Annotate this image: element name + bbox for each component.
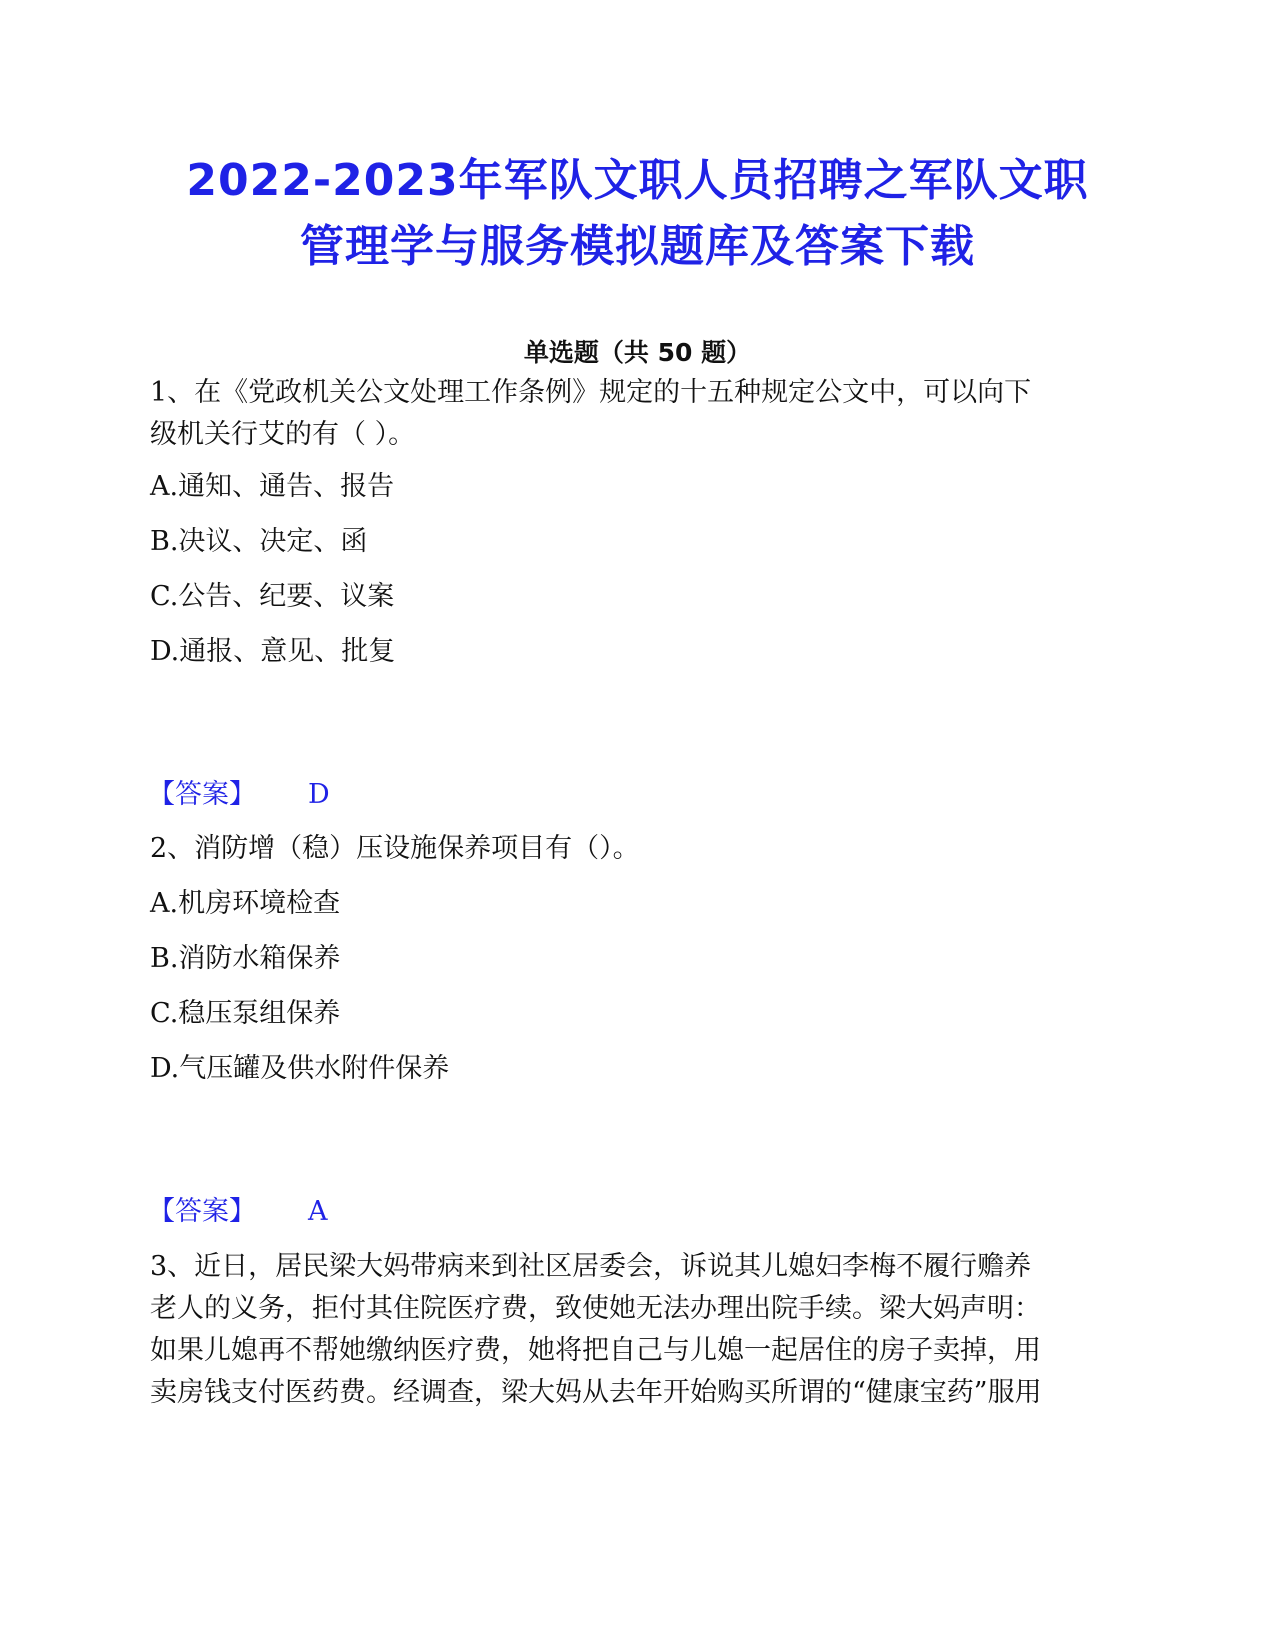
- answer-label: 【答案】: [148, 779, 256, 810]
- document-title: [100, 148, 1175, 280]
- title-line-2: 管理学与服务模拟题库及答案下载: [300, 221, 975, 272]
- answer-value: D: [308, 779, 330, 810]
- question-2-answer: [148, 1192, 328, 1232]
- question-3-stem-line-2: 老人的义务，拒付其住院医疗费，致使她无法办理出院手续。梁大妈声明：: [150, 1293, 1041, 1324]
- question-2-stem-line-1: 2、消防增（稳）压设施保养项目有（）。: [150, 833, 640, 864]
- question-3-stem-line-4: 卖房钱支付医药费。经调查，梁大妈从去年开始购买所谓的“健康宝药”服用: [150, 1377, 1042, 1408]
- answer-label: 【答案】: [148, 1196, 256, 1227]
- question-1-option-c: C.公告、纪要、议案: [150, 581, 395, 612]
- question-1-answer: [148, 775, 330, 815]
- section-heading: 单选题（共 50 题）: [523, 338, 752, 367]
- question-1-option-d: D.通报、意见、批复: [150, 636, 396, 667]
- question-1-stem-line-2: 级机关行艾的有（ ）。: [150, 419, 416, 450]
- question-2-option-c: C.稳压泵组保养: [150, 998, 341, 1029]
- question-3-stem-line-3: 如果儿媳再不帮她缴纳医疗费，她将把自己与儿媳一起居住的房子卖掉，用: [150, 1335, 1041, 1366]
- question-2-option-d: D.气压罐及供水附件保养: [150, 1053, 450, 1084]
- question-2-option-a: A.机房环境检查: [150, 888, 341, 919]
- question-1-stem-line-1: 1、在《党政机关公文处理工作条例》规定的十五种规定公文中，可以向下: [150, 377, 1032, 408]
- question-3-stem-line-1: 3、近日，居民梁大妈带病来到社区居委会，诉说其儿媳妇李梅不履行赡养: [150, 1251, 1032, 1282]
- answer-value: A: [308, 1196, 328, 1227]
- question-1-option-a: A.通知、通告、报告: [150, 471, 395, 502]
- question-2-option-b: B.消防水箱保养: [150, 943, 341, 974]
- question-1-option-b: B.决议、决定、函: [150, 526, 368, 557]
- title-line-1: 2022-2023年军队文职人员招聘之军队文职: [186, 155, 1089, 206]
